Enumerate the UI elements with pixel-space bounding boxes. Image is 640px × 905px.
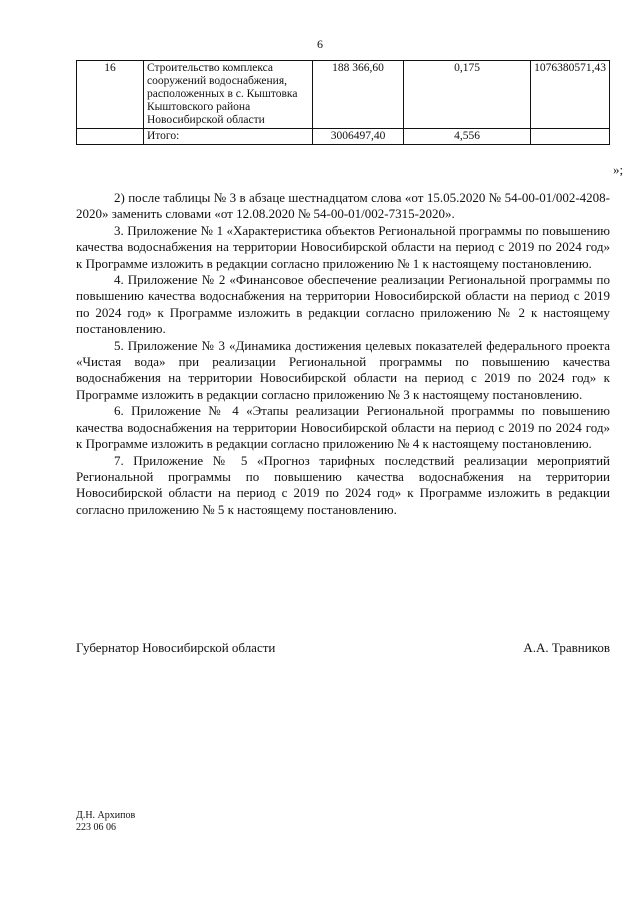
executor-name: Д.Н. Архипов [76, 810, 136, 821]
object-name-cell: Строительство комплекса сооружений водоснабжения, расположенных в с. Кыштовка Кыштовского района Новосибирской области [144, 61, 313, 129]
table-closing-quote: »; [613, 162, 624, 177]
total-cell: 1076380571,43 [531, 61, 610, 129]
signatory-name: А.А. Травников [523, 640, 610, 655]
object-name-cell: Итого: [144, 129, 313, 145]
row-number-cell: 16 [77, 61, 144, 129]
table-row [77, 61, 610, 129]
signature-block [76, 640, 610, 656]
cost-cell: 3006497,40 [313, 129, 404, 145]
capacity-cell: 0,175 [404, 61, 531, 129]
page-number: 6 [317, 37, 323, 51]
paragraph-7: 7. Приложение № 5 «Прогноз тарифных последствий реализации мероприятий Региональной программы по повышению качества водоснабжения на территории Новосибирской области на период с 2019 по 2024 год» к Программе изложить в редакции согласно приложению № 5 к настоящему постановлению. [76, 452, 610, 517]
cost-cell: 188 366,60 [313, 61, 404, 129]
row-number-cell [77, 129, 144, 145]
total-cell [531, 129, 610, 145]
capacity-cell: 4,556 [404, 129, 531, 145]
executor-block [76, 810, 135, 834]
paragraph-2: 2) после таблицы № 3 в абзаце шестнадцатом слова «от 15.05.2020 № 54-00-01/002-4208-2020» заменить словами «от 12.08.2020 № 54-00-01/002-7315-2020». [76, 190, 610, 222]
paragraph-3: 3. Приложение № 1 «Характеристика объектов Региональной программы по повышению качества водоснабжения на территории Новосибирской области на период с 2019 по 2024 год» к Программе изложить в редакции согласно приложению № 1 к настоящему постановлению. [76, 222, 610, 271]
signatory-position: Губернатор Новосибирской области [76, 640, 276, 655]
table-row-total [77, 129, 610, 145]
paragraph-4: 4. Приложение № 2 «Финансовое обеспечение реализации Региональной программы по повышению качества водоснабжения на территории Новосибирской области на период с 2019 по 2024 год» к Программе изложить в редакции согласно приложению № 2 к настоящему постановлению. [76, 272, 610, 337]
paragraph-5: 5. Приложение № 3 «Динамика достижения целевых показателей федерального проекта «Чистая вода» при реализации Региональной программы по повышению качества водоснабжения на территории Новосибирской области на период с 2019 по 2024 год» к Программе изложить в редакции согласно приложению № 3 к настоящему постановлению. [76, 337, 610, 402]
paragraph-6: 6. Приложение № 4 «Этапы реализации Региональной программы по повышению качества водоснабжения на территории Новосибирской области на период с 2019 по 2024 год» к Программе изложить в редакции согласно приложению № 4 к настоящему постановлению. [76, 403, 610, 452]
executor-phone: 223 06 06 [76, 822, 116, 833]
data-table [76, 60, 610, 145]
document-body [76, 190, 610, 518]
